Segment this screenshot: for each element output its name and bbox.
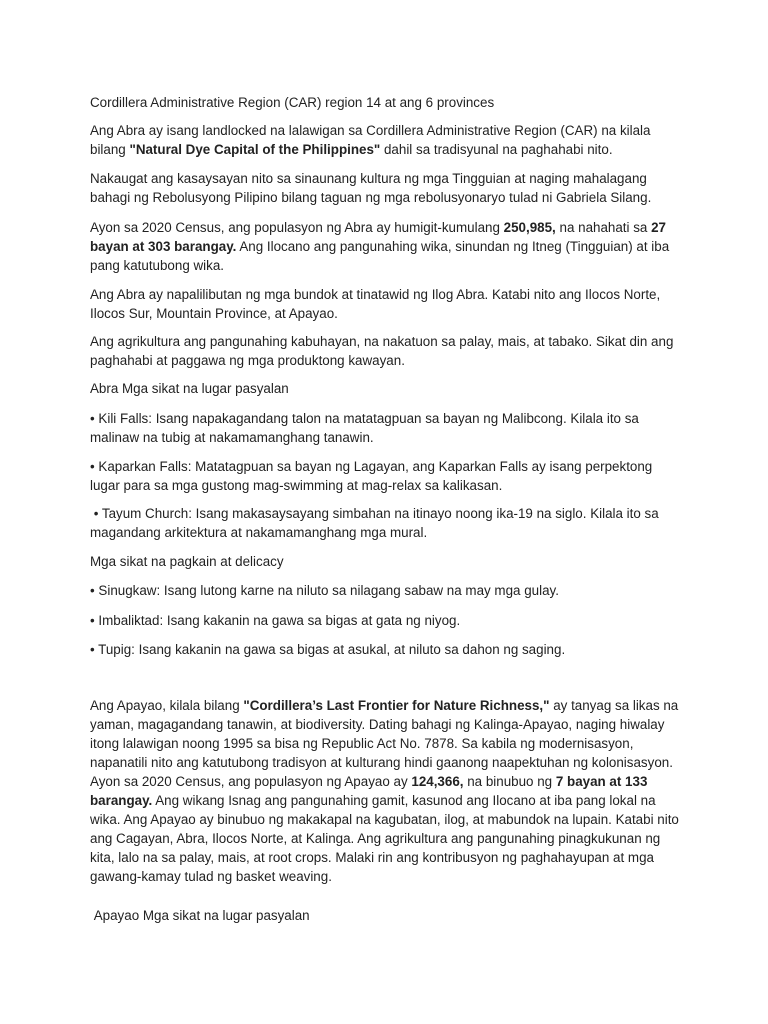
- paragraph-geography: [90, 285, 680, 323]
- agriculture-text: Ang agrikultura ang pangunahing kabuhayan, na nakatuon sa palay, mais, at tabako. Sikat din ang paghahabi at paggawa ng mga produktong kawayan.: [90, 334, 678, 368]
- sinugkaw-text: • Sinugkaw: Isang lutong karne na niluto sa nilagang sabaw na may mga gulay.: [90, 583, 559, 598]
- list-item-kaparkan-falls: [90, 457, 680, 495]
- geography-text: Ang Abra ay napalilibutan ng mga bundok at tinatawid ng Ilog Abra. Katabi nito ang Ilocos Norte, Ilocos Sur, Mountain Province, at Apayao.: [90, 287, 664, 321]
- abra-intro-text-2: dahil sa tradisyunal na paghahabi nito.: [380, 142, 613, 157]
- apayao-places-heading-text: Apayao Mga sikat na lugar pasyalan: [90, 908, 310, 923]
- list-item-tupig: [90, 640, 680, 659]
- list-item-sinugkaw: [90, 581, 680, 600]
- kaparkan-falls-text: • Kaparkan Falls: Matatagpuan sa bayan ng Lagayan, ang Kaparkan Falls ay isang perpektong lugar para sa mga gustong mag-swimming at mag-relax sa kalikasan.: [90, 459, 656, 493]
- census-text-2: na nahahati sa: [555, 220, 652, 235]
- abra-intro-bold: "Natural Dye Capital of the Philippines": [129, 142, 381, 157]
- heading-text: Cordillera Administrative Region (CAR) region 14 at ang 6 provinces: [90, 95, 495, 110]
- paragraph-abra-intro: [90, 121, 680, 159]
- paragraph-agriculture: [90, 332, 680, 370]
- paragraph-history: [90, 169, 680, 207]
- paragraph-census: [90, 218, 680, 275]
- abra-places-heading: [90, 379, 680, 398]
- abra-intro-text-1: Ang Abra ay isang landlocked na lalawigan sa Cordillera Administrative Region (CAR) na kilala bilang: [90, 123, 655, 157]
- abra-places-heading-text: Abra Mga sikat na lugar pasyalan: [90, 381, 289, 396]
- apayao-barangay-bold: 7 bayan at 133 barangay.: [90, 774, 648, 808]
- apayao-text-1: Ang Apayao, kilala bilang: [90, 698, 244, 713]
- apayao-population-bold: 124,366,: [411, 774, 464, 789]
- list-item-imbaliktad: [90, 611, 680, 630]
- paragraph-apayao: [90, 696, 683, 886]
- imbaliktad-text: • Imbaliktad: Isang kakanin na gawa sa bigas at gata ng niyog.: [90, 613, 461, 628]
- census-population-bold: 250,985,: [503, 220, 556, 235]
- apayao-slogan-bold: "Cordillera’s Last Frontier for Nature Richness,": [243, 698, 550, 713]
- kili-falls-text: • Kili Falls: Isang napakagandang talon na matatagpuan sa bayan ng Malibcong. Kilala ito sa malinaw na tubig at nakamamanghang tanawin.: [90, 411, 643, 445]
- census-text-1: Ayon sa 2020 Census, ang populasyon ng Abra ay humigit-kumulang: [90, 220, 504, 235]
- census-barangay-bold: 27 bayan at 303 barangay.: [90, 220, 666, 254]
- apayao-text-4: Ang wikang Isnag ang pangunahing gamit, kasunod ang Ilocano at iba pang lokal na wika. Ang Apayao ay binubuo ng makakapal na kagubatan, ilog, at mabundok na lupain. Katabi nito ang Cagayan, Abra, Ilocos Norte, at Kalinga. Ang agrikultura ang pangunahing pinagkukunan ng kita, lalo na sa palay, mais, at root crops. Malaki rin ang kontribusyon ng paghahayupan at mga gawang-kamay tulad ng basket weaving.: [90, 793, 683, 884]
- history-text: Nakaugat ang kasaysayan nito sa sinaunang kultura ng mga Tingguian at naging mahalagang bahagi ng Rebolusyong Pilipino bilang taguan ng mga rebolusyonaryo tulad ni Gabriela Silang.: [90, 171, 652, 205]
- apayao-text-2: ay tanyag sa likas na yaman, magagandang tanawin, at biodiversity. Dating bahagi ng Kalinga-Apayao, naging hiwalay itong lalawigan noong 1995 sa bisa ng Republic Act No. 7878. Sa kabila ng modernisasyon, napanatili nito ang katutubong tradisyon at kulturang hindi gaanong naapektuhan ng kolonisasyon. Ayon sa 2020 Census, ang populasyon ng Apayao ay: [90, 698, 682, 789]
- food-heading: [90, 552, 680, 571]
- tayum-church-text: • Tayum Church: Isang makasaysayang simbahan na itinayo noong ika-19 na siglo. Kilala ito sa magandang arkitektura at nakamamanghang mga mural.: [90, 506, 663, 540]
- census-text-3: Ang Ilocano ang pangunahing wika, sinundan ng Itneg (Tingguian) at iba pang katutubong wika.: [90, 239, 673, 273]
- tupig-text: • Tupig: Isang kakanin na gawa sa bigas at asukal, at niluto sa dahon ng saging.: [90, 642, 566, 657]
- apayao-places-heading: [90, 906, 680, 925]
- apayao-text-3: na binubuo ng: [463, 774, 556, 789]
- list-item-kili-falls: [90, 409, 680, 447]
- document-heading: [90, 93, 680, 112]
- list-item-tayum-church: [90, 504, 680, 542]
- food-heading-text: Mga sikat na pagkain at delicacy: [90, 554, 284, 569]
